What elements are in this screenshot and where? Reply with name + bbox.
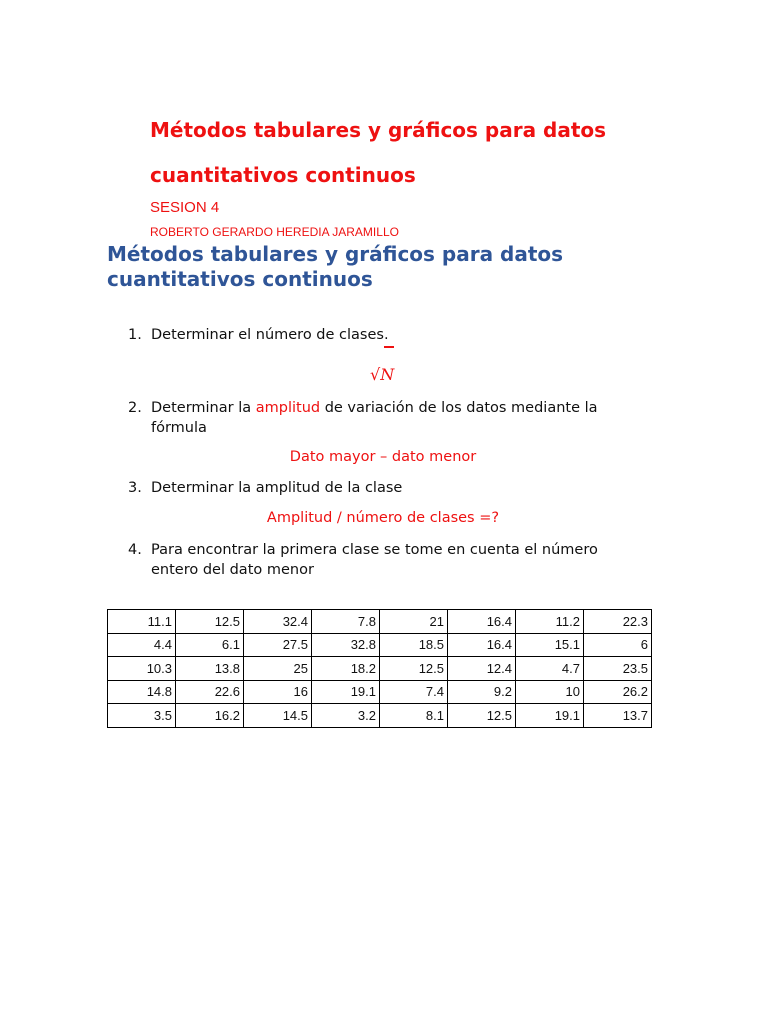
table-cell: 32.8 [312, 633, 380, 657]
table-cell: 16.2 [176, 704, 244, 728]
step-text [151, 398, 641, 438]
table-cell: 8.1 [380, 704, 448, 728]
table-cell: 12.5 [380, 657, 448, 681]
table-cell: 4.7 [516, 657, 584, 681]
table-cell: 27.5 [244, 633, 312, 657]
table-cell: 21 [380, 610, 448, 634]
table-cell: 13.8 [176, 657, 244, 681]
table-cell: 26.2 [584, 680, 652, 704]
table-cell: 6 [584, 633, 652, 657]
range-formula: Dato mayor – dato menor [289, 449, 477, 465]
table-row [108, 657, 652, 681]
table-row [108, 633, 652, 657]
table-cell: 12.5 [448, 704, 516, 728]
blue-title: Métodos tabulares y gráficos para datos cuantitativos continuos [107, 242, 564, 291]
table-cell: 4.4 [108, 633, 176, 657]
table-cell: 3.2 [312, 704, 380, 728]
step-text-after: de variación de los datos mediante la fórmula [151, 400, 598, 436]
step-number: 4. [128, 542, 142, 558]
table-cell: 7.8 [312, 610, 380, 634]
table-cell: 15.1 [516, 633, 584, 657]
table-cell: 14.5 [244, 704, 312, 728]
step-text: Para encontrar la primera clase se tome en cuenta el número entero del dato menor [151, 542, 598, 578]
table-row [108, 610, 652, 634]
table-cell: 11.1 [108, 610, 176, 634]
step-number: 3. [128, 480, 142, 496]
table-cell: 16 [244, 680, 312, 704]
step-number: 1. [128, 327, 142, 343]
step-text: Determinar la amplitud de la clase [151, 480, 403, 496]
table-cell: 23.5 [584, 657, 652, 681]
table-cell: 18.5 [380, 633, 448, 657]
red-title: Métodos tabulares y gráficos para datos cuantitativos continuos [150, 118, 607, 187]
step-text: Determinar el número de clases. [151, 327, 389, 343]
table-cell: 12.5 [176, 610, 244, 634]
table-cell: 10 [516, 680, 584, 704]
table-cell: 11.2 [516, 610, 584, 634]
table-cell: 22.3 [584, 610, 652, 634]
table-cell: 14.8 [108, 680, 176, 704]
table-cell: 22.6 [176, 680, 244, 704]
table-cell: 7.4 [380, 680, 448, 704]
class-width-formula: Amplitud / número de clases =? [266, 510, 500, 526]
table-row [108, 680, 652, 704]
table-cell: 3.5 [108, 704, 176, 728]
table-cell: 10.3 [108, 657, 176, 681]
table-cell: 9.2 [448, 680, 516, 704]
formula-overline [384, 346, 394, 348]
table-cell: 16.4 [448, 633, 516, 657]
sqrt-n-formula: √N [370, 365, 395, 384]
session-label: SESION 4 [150, 199, 220, 216]
step-highlight: amplitud [255, 400, 321, 416]
table-cell: 25 [244, 657, 312, 681]
table-cell: 6.1 [176, 633, 244, 657]
table-cell: 12.4 [448, 657, 516, 681]
step-number: 2. [128, 400, 142, 416]
table-cell: 16.4 [448, 610, 516, 634]
author-name: ROBERTO GERARDO HEREDIA JARAMILLO [150, 225, 399, 239]
data-table [107, 609, 652, 728]
step-text-before: Determinar la [151, 400, 256, 416]
table-cell: 19.1 [516, 704, 584, 728]
table-cell: 18.2 [312, 657, 380, 681]
table-row [108, 704, 652, 728]
table-cell: 19.1 [312, 680, 380, 704]
table-cell: 13.7 [584, 704, 652, 728]
table-cell: 32.4 [244, 610, 312, 634]
